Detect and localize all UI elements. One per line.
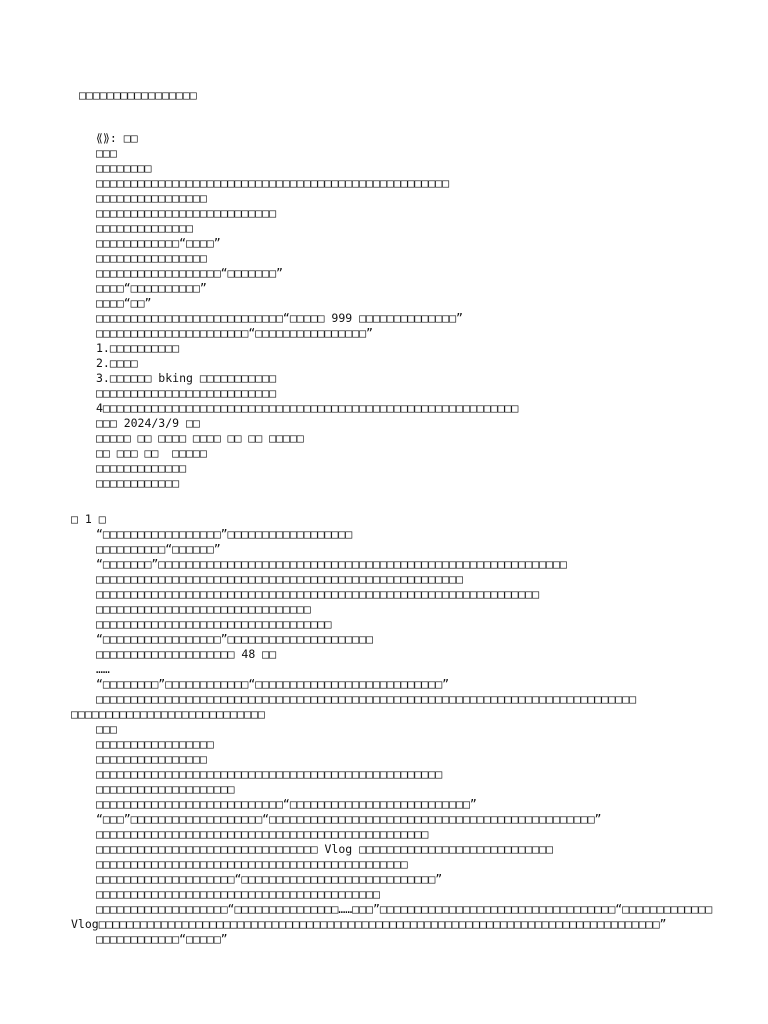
text-line: □□□□□□□□□□□□□□□□□□□□□□□□□□□□□□□□□□□□□□□□□□□□□□□□□□□ [96,176,450,190]
text-line: □□□□□□□□□□□□□□□□□□□□□□□□□□□□□□□□□□□□□□□□□□□□□□□□□□□□□□□□□□□□□□□□ [96,587,540,601]
text-line: □□□□□□□□□□□□□□□□□□□□□□□□□□□□□□□ [96,602,311,616]
text-line: □□□□□□□□□□□□□□□□□□□“□□□□□□□□□□□□□□□……□□□”□□□□□□□□□□□□□□□□□□□□□□□□□□□□□□□□□□“□□□□□□□□□□□□□ [96,902,713,916]
text-line: □□□ [96,146,117,160]
text-line: □□□□□□□□□□□□□□□□□□□□□□□□□□□□□□□□□□□□□□□□□□□□□□□□□□□□□ [96,572,463,586]
text-line: □□□□“□□□□□□□□□□” [96,281,207,295]
text-line: □□□ [96,722,117,736]
text-line: □□□□□□□□□□□□□ [96,461,187,475]
text-line: □□□□□□□□□□□□□□□□□□□□□□□□□□ [96,206,277,220]
text-line: □□□□□□□□□□□□□□□□□□“□□□□□□□” [96,266,283,280]
text-line: “□□□□□□□□□□□□□□□□□”□□□□□□□□□□□□□□□□□□□□□ [96,632,373,646]
text-line: □□□□□□□□□□□□□□□□ [96,752,207,766]
document-title: □□□□□□□□□□□□□□□□□ [79,88,197,102]
text-line: □□□□□□□□□□□□□□ [96,221,193,235]
text-line: □□□□□□□□□□□□□□□□□□□□□□□□□□ [96,386,277,400]
list-item: 1.□□□□□□□□□□ [96,341,180,355]
text-line: □□□□□□□□□□□□□□□□□□□□ 48 □□ [96,647,277,661]
text-line: □□□□□□□□□□□□□□□□ [96,251,207,265]
text-line: □□□□□□□□□□□□□□□□ [96,191,207,205]
text-line: □□□□□□□□ [96,161,152,175]
text-line: ⟪⟫: □□ [96,131,138,145]
ellipsis-line: …… [96,662,110,676]
text-line: □□□□□□□□□□□□“□□□□” [96,236,221,250]
text-line: □□□□□ □□ □□□□ □□□□ □□ □□ □□□□□ [96,431,304,445]
chapter-heading: □ 1 □ [71,512,106,526]
text-line: “□□□□□□□”□□□□□□□□□□□□□□□□□□□□□□□□□□□□□□□□□□□□□□□□□□□□□□□□□□□□□□□□□□□ [96,557,567,571]
text-line: □□□□□□□□□□□□□□□□□□□□□□□□□□□□□□□□ Vlog □□□□□□□□□□□□□□□□□□□□□□□□□□□□ [96,842,553,856]
text-line: “□□□”□□□□□□□□□□□□□□□□□□□“□□□□□□□□□□□□□□□□□□□□□□□□□□□□□□□□□□□□□□□□□□□□□□□” [96,812,602,826]
text-line: □□□□□□□□□□□□□□□□□□□□□□□□□□□□□□□□□□□□□□□□□□□□□ [96,857,408,871]
text-line: □□□□□□□□□□“□□□□□□” [96,542,221,556]
list-item: 3.□□□□□□ bking □□□□□□□□□□□ [96,371,277,385]
list-item: 2.□□□□ [96,356,138,370]
text-line: □□□□□□□□□□□□□□□□□□□□“□□□□□□□□□□□□□□□□□□□□□□□□□□□□” [96,872,443,886]
text-line: □□□□□□□□□□□□□□□□□□□□□□□□□□□□□□□□□□□□□□□□□□□□□□□□□□□□□□□□□□□□□□□□□□□□□□□□□□□□□□ [96,692,637,706]
text-line: □□□□□□□□□□□□□□□□□□□□□□□□□□□□□□□□□□ [96,617,332,631]
text-line: Vlog□□□□□□□□□□□□□□□□□□□□□□□□□□□□□□□□□□□□□□□□□□□□□□□□□□□□□□□□□□□□□□□□□□□□□□□□□□□□□□□□□” [71,917,667,931]
text-line: □□□□□□□□□□□□“□□□□□” [96,932,228,946]
list-item: 4□□□□□□□□□□□□□□□□□□□□□□□□□□□□□□□□□□□□□□□□□□□□□□□□□□□□□□□□□□□□ [96,401,519,415]
text-line: □□□□□□□□□□□□□□□□□□□□□□□□□□□“□□□□□ 999 □□□□□□□□□□□□□□” [96,311,463,325]
text-line: □□□□“□□” [96,296,152,310]
text-line: □□□□□□□□□□□□ [96,476,180,490]
text-line: □□□□□□□□□□□□□□□□□ [96,737,214,751]
text-line: “□□□□□□□□□□□□□□□□□”□□□□□□□□□□□□□□□□□□ [96,527,353,541]
text-line: □□□□□□□□□□□□□□□□□□□□□□□□□□□□□□□□□□□□□□□□□□□□□□□□ [96,827,429,841]
text-line: □□□□□□□□□□□□□□□□□□□□□□“□□□□□□□□□□□□□□□□” [96,326,373,340]
text-line: “□□□□□□□□”□□□□□□□□□□□□“□□□□□□□□□□□□□□□□□□□□□□□□□□□” [96,677,450,691]
date-line: □□□ 2024/3/9 □□ [96,416,200,430]
text-line: □□□□□□□□□□□□□□□□□□□□ [96,782,235,796]
text-line: □□ □□□ □□ □□□□□ [96,446,207,460]
text-line: □□□□□□□□□□□□□□□□□□□□□□□□□□□“□□□□□□□□□□□□□□□□□□□□□□□□□□” [96,797,477,811]
chapter-block [71,512,712,947]
text-line: □□□□□□□□□□□□□□□□□□□□□□□□□□□□□□□□□□□□□□□□□□□□□□□□□□ [96,767,443,781]
text-line: □□□□□□□□□□□□□□□□□□□□□□□□□□□□□□□□□□□□□□□□□ [96,887,380,901]
notes-block [96,131,518,491]
text-line: □□□□□□□□□□□□□□□□□□□□□□□□□□□□ [71,707,265,721]
